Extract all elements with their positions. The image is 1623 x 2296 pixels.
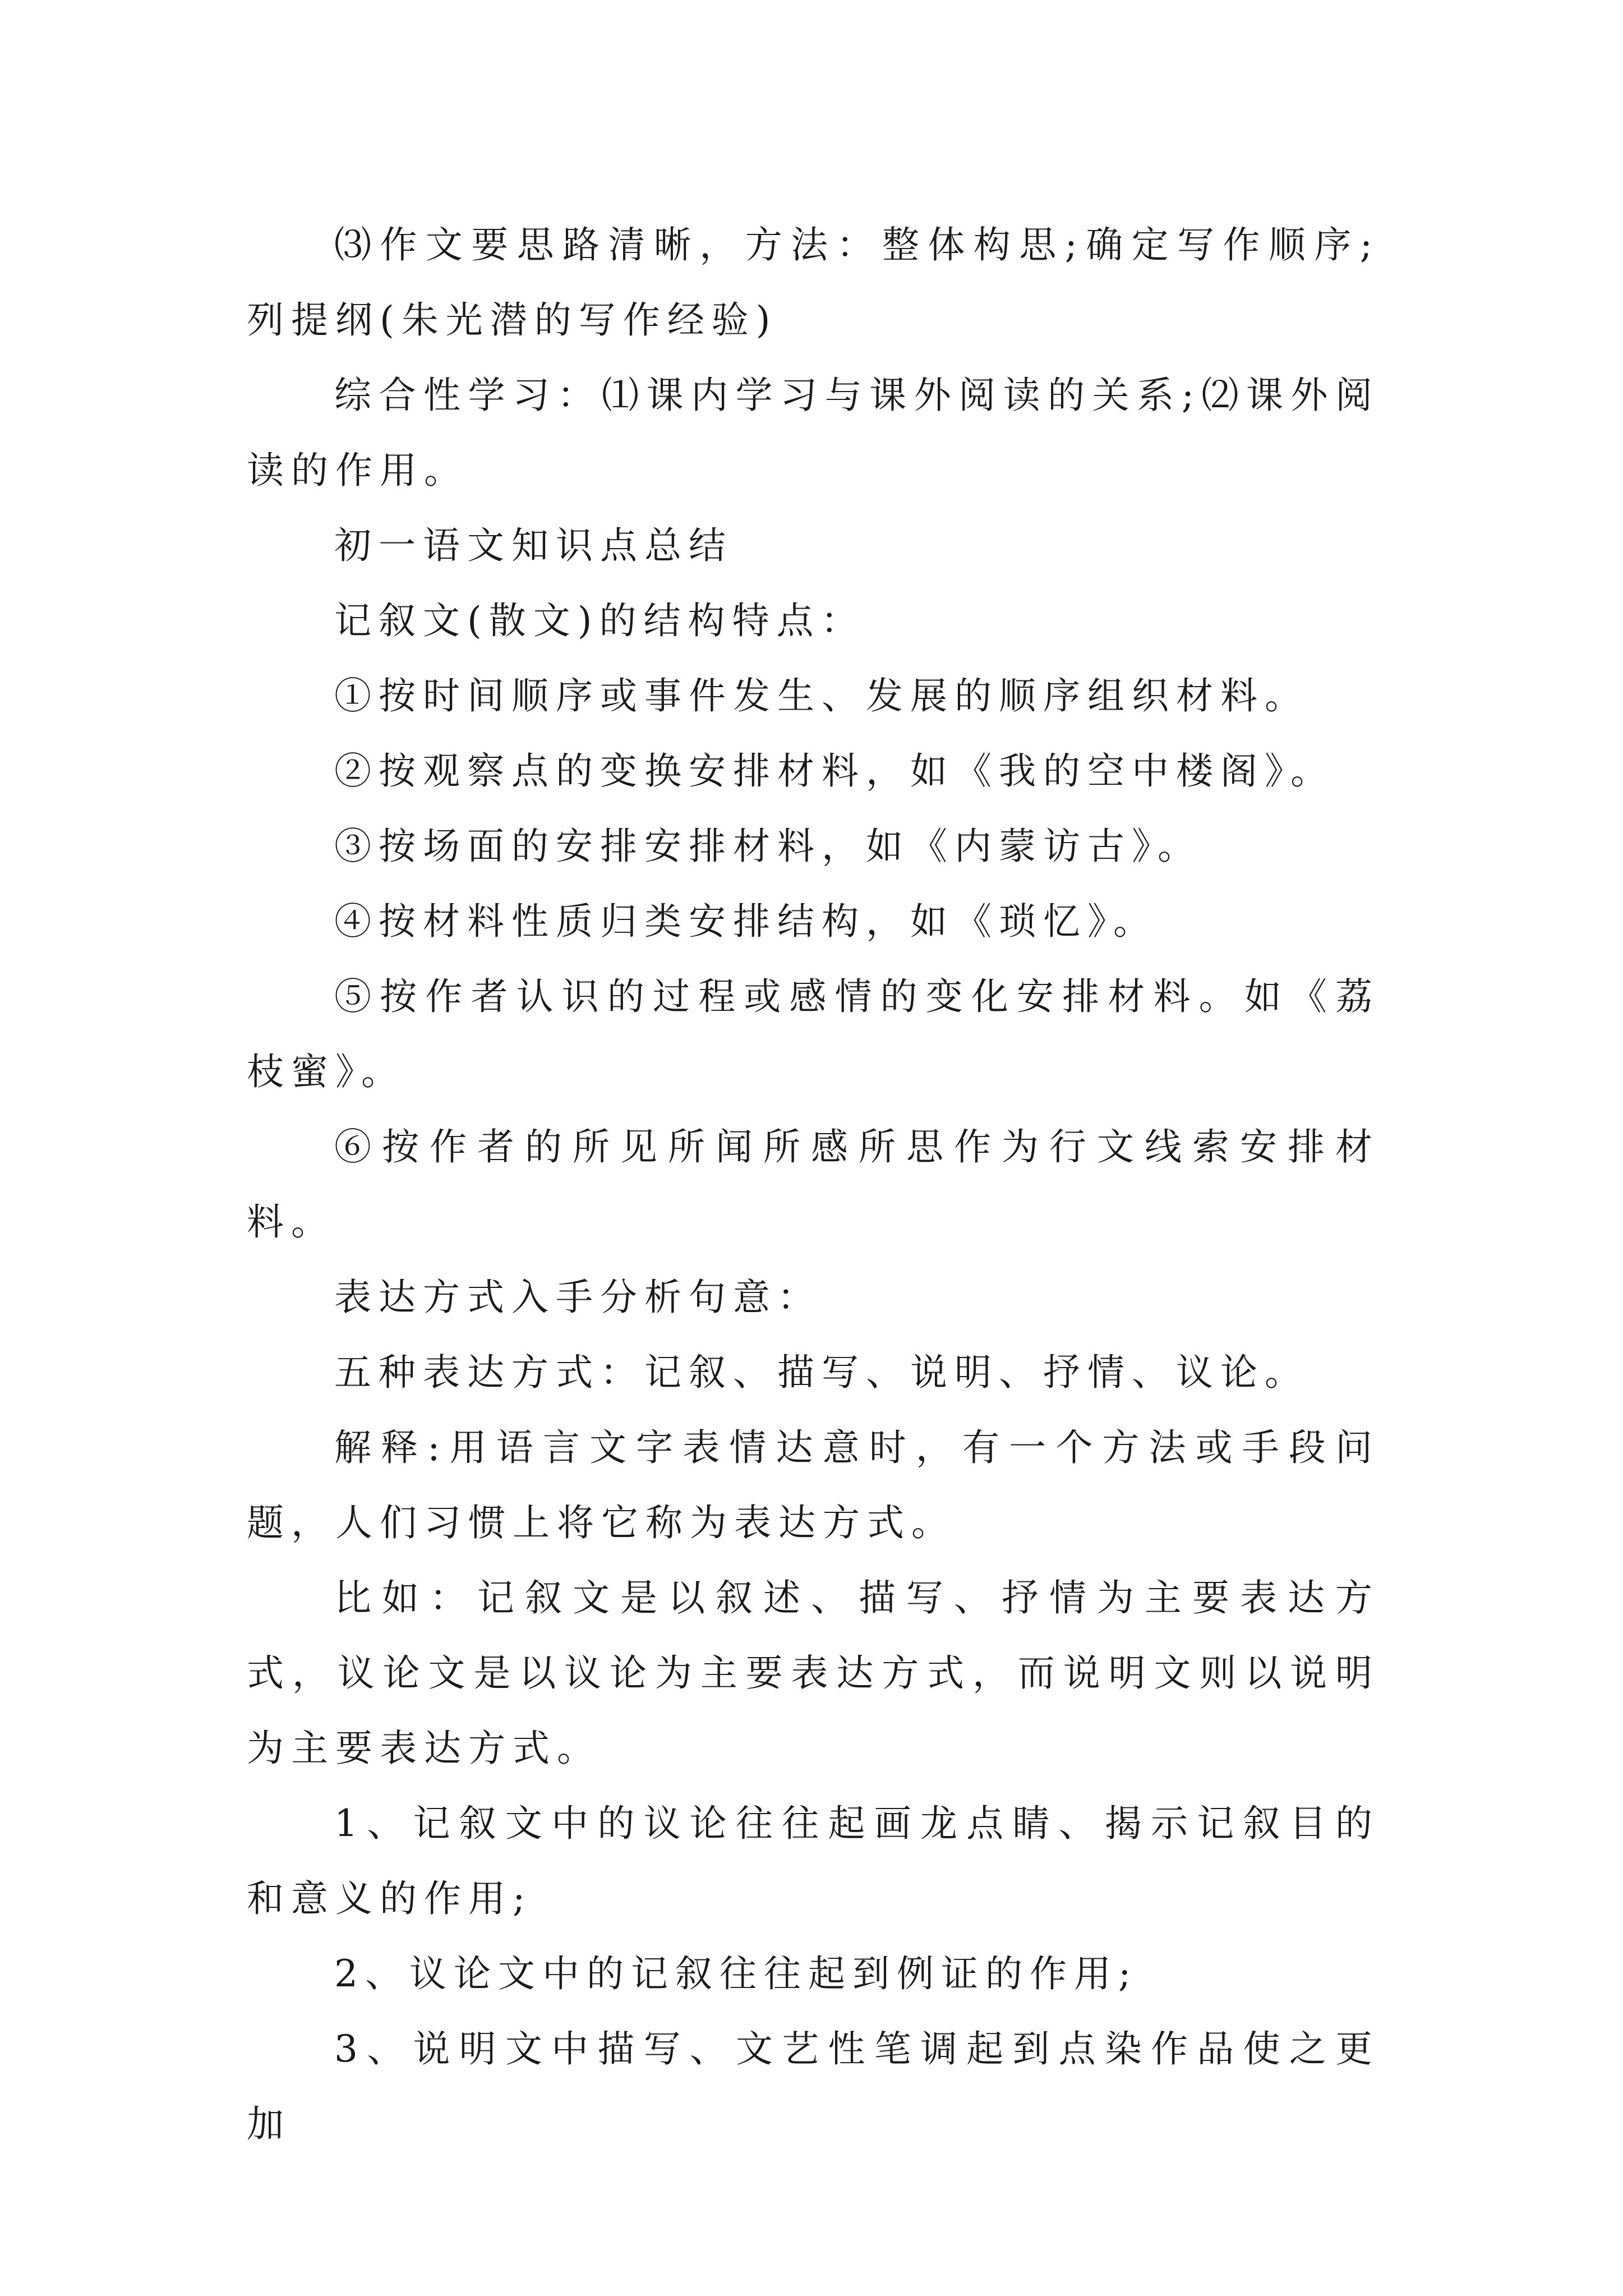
list-item: ④按材料性质归类安排结构，如《琐忆》。 (334, 900, 1158, 943)
section-heading: 初一语文知识点总结 (334, 524, 733, 567)
paragraph-expression-analysis: 表达方式入手分析句意： (334, 1276, 822, 1319)
list-item: ⑤按作者认识的过程或感情的变化安排材料。如《荔枝蜜》。 (247, 975, 1380, 1093)
paragraph-example: 比如：记叙文是以叙述、描写、抒情为主要表达方式，议论文是以议论为主要表达方式，而说明文则以说明为主要表达方式。 (247, 1576, 1380, 1770)
paragraph-narrative-structure: 记叙文(散文)的结构特点： (334, 599, 865, 642)
paragraph-writing-method: ⑶作文要思路清晰，方法：整体构思;确定写作顺序;列提纲(朱光潜的写作经验) (247, 223, 1380, 342)
paragraph-five-expressions: 五种表达方式：记叙、描写、说明、抒情、议论。 (334, 1351, 1309, 1394)
paragraph-comprehensive-learning: 综合性学习：⑴课内学习与课外阅读的关系;⑵课外阅读的作用。 (247, 374, 1380, 492)
paragraph-explanation: 解释:用语言文字表情达意时，有一个方法或手段问题，人们习惯上将它称为表达方式。 (247, 1426, 1380, 1544)
list-item: ⑥按作者的所见所闻所感所思作为行文线索安排材料。 (247, 1125, 1380, 1244)
list-item: ③按场面的安排安排材料，如《内蒙访古》。 (334, 825, 1202, 868)
list-item: ①按时间顺序或事件发生、发展的顺序组织材料。 (334, 674, 1309, 717)
numbered-item: 3、说明文中描写、文艺性笔调起到点染作品使之更加 (247, 2027, 1380, 2146)
document-body (247, 208, 1380, 2162)
numbered-item: 2、议论文中的记叙往往起到例证的作用; (334, 1952, 1138, 1995)
list-item: ②按观察点的变换安排材料，如《我的空中楼阁》。 (334, 749, 1335, 793)
numbered-item: 1、记叙文中的议论往往起画龙点睛、揭示记叙目的和意义的作用; (247, 1802, 1380, 1920)
